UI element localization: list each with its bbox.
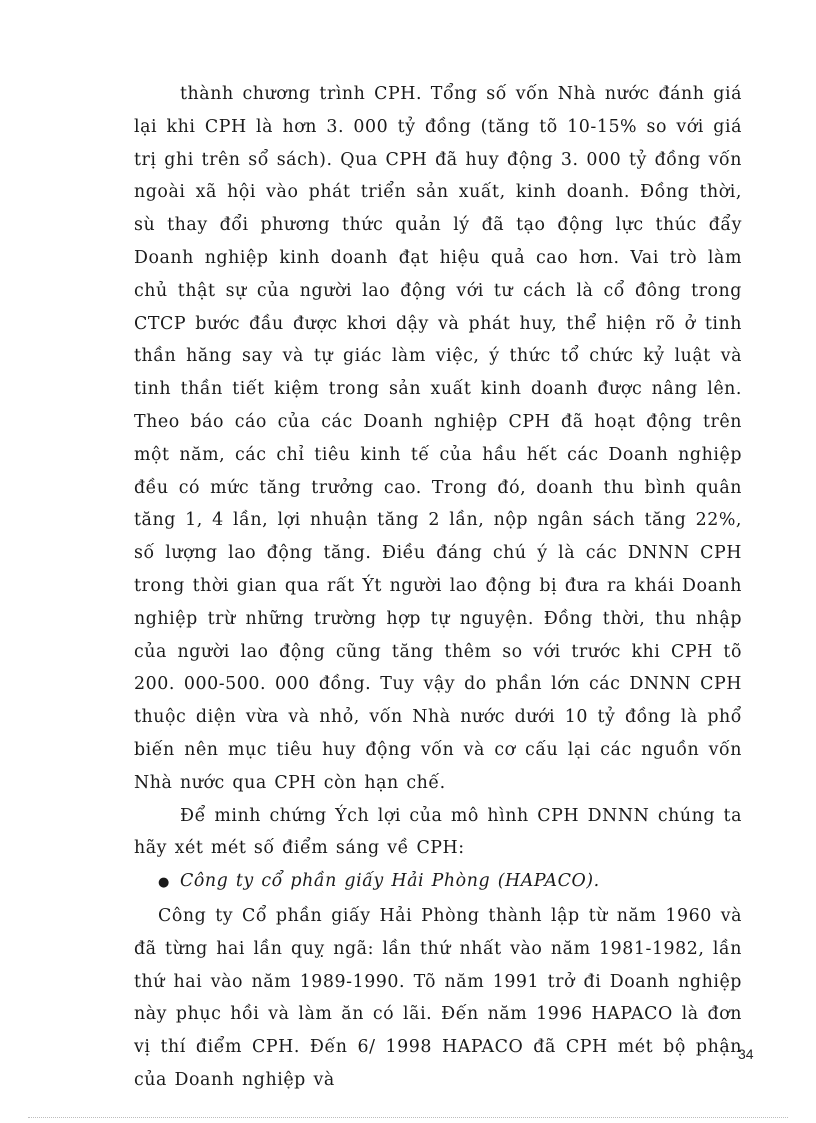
- page-number: 34: [738, 1046, 754, 1062]
- paragraph-continued: thành chương trình CPH. Tổng số vốn Nhà nước đánh giá lại khi CPH là hơn 3. 000 tỷ đồng (tăng tõ 10-15% so với giá trị ghi trên sổ sách). Qua CPH đã huy động 3. 000 tỷ đồng vốn ngoài xã hội vào phát triển sản xuất, kinh doanh. Đồng thời, sù thay đổi phương thức quản lý đã tạo động lực thúc đẩy Doanh nghiệp kinh doanh đạt hiệu quả cao hơn. Vai trò làm chủ thật sự của người lao động với tư cách là cổ đông trong CTCP bước đầu được khơi dậy và phát huy, thể hiện rõ ở tinh thần hăng say và tự giác làm việc, ý thức tổ chức kỷ luật và tinh thần tiết kiệm trong sản xuất kinh doanh được nâng lên. Theo báo cáo của các Doanh nghiệp CPH đã hoạt động trên một năm, các chỉ tiêu kinh tế của hầu hết các Doanh nghiệp đều có mức tăng trưởng cao. Trong đó, doanh thu bình quân tăng 1, 4 lần, lợi nhuận tăng 2 lần, nộp ngân sách tăng 22%, số lượng lao động tăng. Điều đáng chú ý là các DNNN CPH trong thời gian qua rất Ýt người lao động bị đưa ra khái Doanh nghiệp trừ những trường hợp tự nguyện. Đồng thời, thu nhập của người lao động cũng tăng thêm so với trước khi CPH tõ 200. 000-500. 000 đồng. Tuy vậy do phần lớn các DNNN CPH thuộc diện vừa và nhỏ, vốn Nhà nước dưới 10 tỷ đồng là phổ biến nên mục tiêu huy động vốn và cơ cấu lại các nguồn vốn Nhà nước qua CPH còn hạn chế.: [134, 84, 742, 793]
- bullet-dot-icon: ●: [158, 875, 170, 891]
- bullet-heading-hapaco: Công ty cổ phần giấy Hải Phòng (HAPACO).: [180, 871, 600, 892]
- paragraph-hapaco: Công ty Cổ phần giấy Hải Phòng thành lập từ năm 1960 và đã từng hai lần quỵ ngã: lần thứ nhất vào năm 1981-1982, lần thứ hai vào năm 1989-1990. Tõ năm 1991 trở đi Doanh nghiệp này phục hồi và làm ăn có lãi. Đến năm 1996 HAPACO là đơn vị thí điểm CPH. Đến 6/ 1998 HAPACO đã CPH mét bộ phận của Doanh nghiệp và: [134, 905, 742, 1090]
- paragraph-evidence-intro: Để minh chứng Ých lợi của mô hình CPH DNNN chúng ta hãy xét mét số điểm sáng về CPH:: [134, 805, 742, 859]
- bullet-item-hapaco: [134, 865, 742, 900]
- page-bottom-divider: [28, 1117, 788, 1118]
- body-text: [134, 78, 742, 1097]
